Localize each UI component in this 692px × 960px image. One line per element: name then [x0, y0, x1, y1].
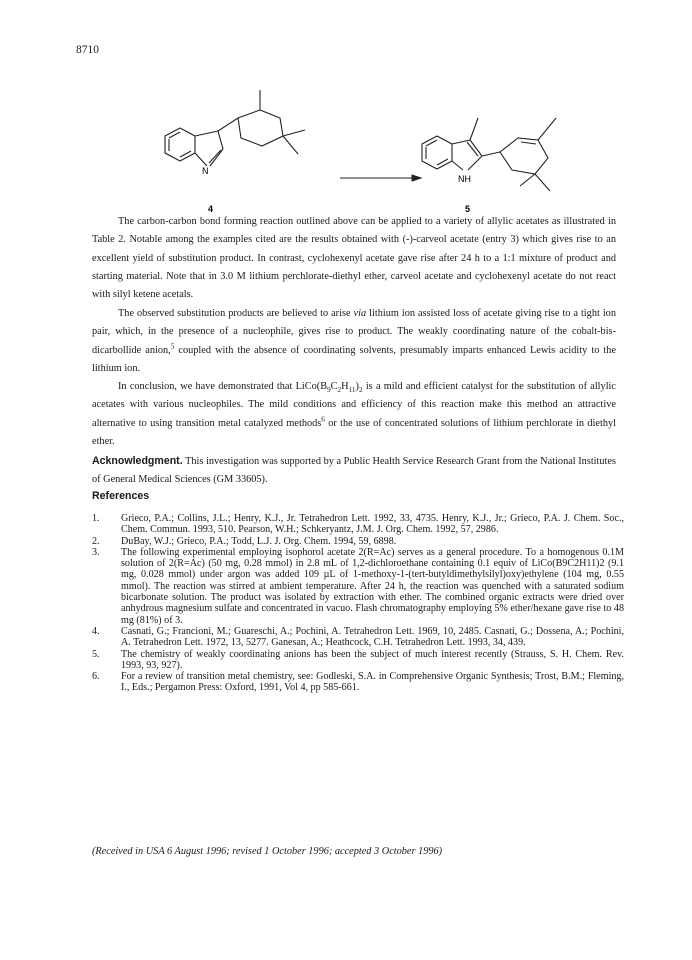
paragraph-reaction-scope: The carbon-carbon bond forming reaction outlined above can be applied to a variety of allylic acetates as illustrated in Table 2. Notable among the examples cited are the results obtained with (-)-carveol acetate (entry 3) which gives rise to an excellent yield of substitution product. In contrast, cyclohexenyl acetate gave rise after 24 h to a 1:1 mixture of product and starting material. Note that in 3.0 M lithium perchlorate-diethyl ether, carveol acetate and cyclohexenyl acetate do not react with silyl ketene acetals. [92, 216, 616, 301]
compound-5-structure [422, 118, 556, 191]
page-number: 8710 [76, 44, 99, 56]
acknowledgment-title: Acknowledgment. [92, 455, 183, 467]
references-list [92, 513, 624, 694]
reaction-arrow [340, 175, 421, 181]
compound-5-label: 5 [465, 204, 471, 214]
reference-item: 4. Casnati, G.; Francioni, M.; Guareschi, A.; Pochini, A. Tetrahedron Lett. 1969, 10, 2485. Casnati, G.; Dossena, A.; Pochini, A. Tetrahedron Lett. 1972, 13, 5277. Ganesan, A.; Heathcock, C.H. Tetrahedron Lett. 1993, 34, 439. [92, 625, 624, 649]
references-heading: References [92, 490, 150, 502]
reference-item: 6. For a review of transition metal chemistry, see: Godleski, S.A. in Comprehensive Organic Synthesis; Trost, B.M.; Fleming, I., Eds.; Pergamon Press: Oxford, 1991, Vol 4, pp 585-661. [92, 671, 624, 694]
compound-4-structure [165, 90, 305, 166]
compound-4-label: 4 [208, 204, 214, 214]
paragraph-mechanism: The observed substitution products are believed to arise via lithium ion assisted loss of acetate giving rise to a tight ion pair, which, in the presence of a nucleophile, gives rise to product. The weakly coordinating nature of the cobalt-bis-dicarbollide anion,$^5$ coupled with the absence of coordinating solvents, presumably imparts enhanced Lewis acidity to the lithium ion. [92, 308, 617, 374]
reference-item: 2. DuBay, W.J.; Grieco, P.A.; Todd, L.J. J. Org. Chem. 1994, 59, 6898. [92, 535, 397, 547]
acknowledgment: Acknowledgment. This investigation was supported by a Public Health Service Research Grant from the National Institutes of General Medical Sciences (GM 33605). [92, 455, 616, 486]
reference-item: 1. Grieco, P.A.; Collins, J.L.; Henry, K.J., Jr. Tetrahedron Lett. 1992, 33, 4735. Henry, K.J., Jr.; Grieco, P.A. J. Chem. Soc., Chem. Commun. 1993, 510. Pearson, W.H.; Schkeryantz, J.M. J. Org. Chem. 1992, 57, 2986. [92, 513, 624, 536]
nitrogen-label: N [202, 166, 209, 176]
reference-item: 3. The following experimental employing isophorol acetate 2(R=Ac) serves as a general procedure. To a homogenous 0.1M solution of 2(R=Ac) (50 mg, 0.28 mmol) in 2.8 mL of 1,2-dichloroethane containing 0.1 equiv of LiCo(B9C2H11)2 (9.1 mg, 0.028 mmol) under argon was added 109 µL of 1-methoxy-1-(tert-butyldimethylsilyl)oxy)ethylene (104 mg, 0.55 mmol). The reaction was stirred at ambient temperature. After 24 h, the reaction was quenched with a saturated sodium bicarbonate solution. The product was isolated by extraction with ether. The combined organic extracts were dried over anhydrous magnesium sulfate and concentrated in vacuo. Flash chromatography employing 5% ether/hexane gave rise to 48 mg (81%) of 3. [92, 546, 624, 626]
received-dates: (Received in USA 6 August 1996; revised 1 October 1996; accepted 3 October 1996) [92, 846, 443, 857]
nh-label: NH [458, 174, 471, 184]
reference-item: 5. The chemistry of weakly coordinating anions has been the subject of much interest recently (Strauss, S. H. Chem. Rev. 1993, 93, 927). [92, 648, 624, 671]
paragraph-conclusion: In conclusion, we have demonstrated that $LiCo(B_9C_2H_{11})_2$ is a mild and efficient catalyst for the substitution of allylic acetates with various nucleophiles. The mild conditions and efficiency of this reaction make this method an attractive alternative to using transition metal catalyzed methods$^6$ or the use of concentrated solutions of lithium perchlorate in diethyl ether. [92, 381, 616, 447]
reaction-scheme [0, 78, 692, 223]
